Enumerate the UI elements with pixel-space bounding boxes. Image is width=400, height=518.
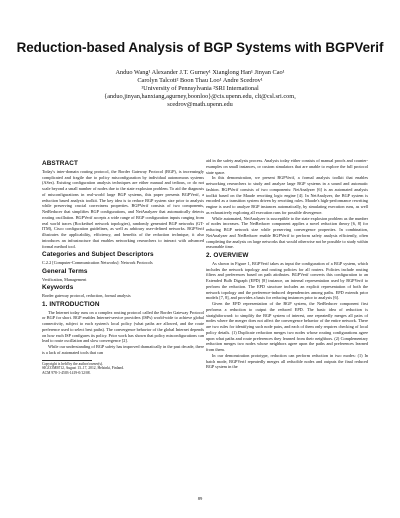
authors-line-2: Carolyn Talcott² Boon Thau Loo¹ Andre Scedrov¹ <box>137 77 263 84</box>
introduction-heading: 1. INTRODUCTION <box>42 300 100 308</box>
right-paragraph-1: aid in the safety analysis process. Analysis today either consists of manual proofs and counter-examples on small instances, or custom simulators that are unable to explore the full protocol state space. <box>206 158 368 175</box>
keywords-heading: Keywords <box>42 284 74 292</box>
abstract-heading: ABSTRACT <box>42 160 78 167</box>
right-paragraph-3: While automated, NetAnalyzer is susceptible to the state explosion problem as the number of nodes increases. The NetReducer component applies a novel reduction theory [6, 8] for reducing BGP network size while preserving convergence properties. In combination, NetAnalyzer and NetReducer enable BGPVerif to perform safety analysis efficiently, often completing the analysis on large networks that would otherwise not be possible to study within reasonable time. <box>206 215 368 250</box>
categories-text: C.2.2 [Computer-Communication Networks]: Network Protocols <box>42 260 153 265</box>
overview-paragraph-2: Given the EPD representation of the BGP system, the NetReducer component first performs a reduction to output the reduced EPD. The basic idea of reduction is straightforward: to simplify the BGP system of interest, one repeatedly merges all pairs of nodes where the merger does not affect the convergence behavior of the entire network. There are two rules for identifying such node pairs, and each of them only requires checking of local policy details. (1) Duplicate reduction merges two nodes whose routing configurations agree upon what paths and route preferences they learned from their neighbors. (2) Complementary reduction merges two nodes whose neighbors agree upon the paths and preferences learned from them. <box>206 301 368 352</box>
paper-title: Reduction-based Analysis of BGP Systems with BGPVerif <box>16 40 384 55</box>
affiliations: ¹University of Pennsylvania ²SRI International <box>141 85 259 92</box>
overview-paragraph-1: As shown in Figure 1, BGPVerif takes as input the configuration of a BGP system, which includes the network topology and routing policies for all routers. Policies include routing filters and preferences based on path attributes. BGPVerif converts this configuration to an Extended Bulb Digraph (EPD) [8] instance, an internal representation used by BGPVerif to perform the reduction. The EPD structure includes an explicit representation of both the network topology and the preference-induced dependencies among paths. EPD extends prior models [7, 8], and provides a basis for reducing instances prior to analysis [6]. <box>206 260 368 301</box>
footer-line-2: SIGCOMM'12, August 13–17, 2012, Helsinki, Finland. <box>42 366 124 371</box>
emails-line-1: {anduo,jinyan,hanxiang,agurney,boonloo}@cis.upenn.edu, clt@csl.sri.com, <box>104 93 296 100</box>
abstract-text: Today's inter-domain routing protocol, the Border Gateway Protocol (BGP), is increasingly complicated and fragile due to policy misconfiguration by individual autonomous systems (ASes). Existing configuration analysis techniques are either manual and tedious, or do not scale beyond a small number of nodes due to the state explosion problem. To aid the diagnosis of misconfigurations in real-world large BGP systems, this paper presents BGPVerif, a reduction based analysis toolkit. The key idea is to reduce BGP system size prior to analysis while preserving crucial correctness properties. BGPVerif consists of two components, NetReducer that simplifies BGP configurations, and NetAnalyzer that automatically detects routing oscillation. BGPVerif accepts a wide range of BGP configuration inputs ranging from real world traces (Rocketfuel network topologies), randomly generated BGP networks (GT-ITM), Cisco configuration guidelines, as well as arbitrary user-defined networks. BGPVerif illustrates the applicability, efficiency, and benefits of the reduction technique, it also introduces an infrastructure that enables networking researchers to interact with advanced formal method tool. <box>42 168 204 249</box>
general-terms-heading: General Terms <box>42 267 88 275</box>
authors-line-1: Anduo Wang¹ Alexander J.T. Gurney¹ Xianglong Han¹ Jinyan Cao¹ <box>115 69 285 76</box>
intro-paragraph-2: While our understanding of BGP safety has improved dramatically in the past decade, there is a lack of automated tools that can <box>42 344 204 355</box>
categories-heading: Categories and Subject Descriptors <box>42 251 154 259</box>
intro-paragraph-1: The Internet today runs on a complex routing protocol called the Border Gateway Protocol or BGP for short. BGP enables Internet-service providers (ISPs) world-wide to achieve global connectivity, subject to each system's local policy (what paths are allowed, and the route preference used to select best paths). The convergence behavior of the global Internet depends on how each ISP configures its policy. Prior work has shown that policy misconfigurations can lead to route oscillation and slow convergence [2]. <box>42 309 204 344</box>
footer-rule <box>42 360 92 361</box>
page-number: 89 <box>197 496 203 501</box>
emails-line-2: scedrov@math.upenn.edu <box>167 101 233 108</box>
left-column <box>42 158 204 375</box>
copyright-footer <box>42 360 204 376</box>
footer-line-3: ACM 978-1-4503-1419-0/12/08. <box>42 370 91 375</box>
overview-paragraph-3: In our demonstration prototype, reduction can perform reduction in two modes: (1) In batch mode, BGPVerif repeatedly merges all reducible nodes and outputs the final reduced BGP system in the <box>206 352 368 370</box>
overview-heading: 2. OVERVIEW <box>206 252 249 259</box>
right-column <box>206 158 368 370</box>
general-terms-text: Verification, Management <box>42 276 87 282</box>
footer-line-1: Copyright is held by the author/owner(s). <box>42 361 104 366</box>
right-paragraph-2: In this demonstration, we present BGPVerif, a formal analysis toolkit that enables networking researchers to study and analyze large BGP systems in a sound and automatic fashion. BGPVerif consists of two components: NetAnalyzer [6] is an automated analysis toolkit based on the Maude rewriting logic engine [4]. In NetAnalyzer, the BGP system is encoded as a transition system driven by rewriting rules. Maude's high-performance rewriting engine is used to analyze BGP instances automatically, by simulating execution runs, as well as exhaustively exploring all execution runs for possible divergence. <box>206 175 368 215</box>
keywords-text: Border gateway protocol, reduction, formal analysis <box>42 293 131 298</box>
